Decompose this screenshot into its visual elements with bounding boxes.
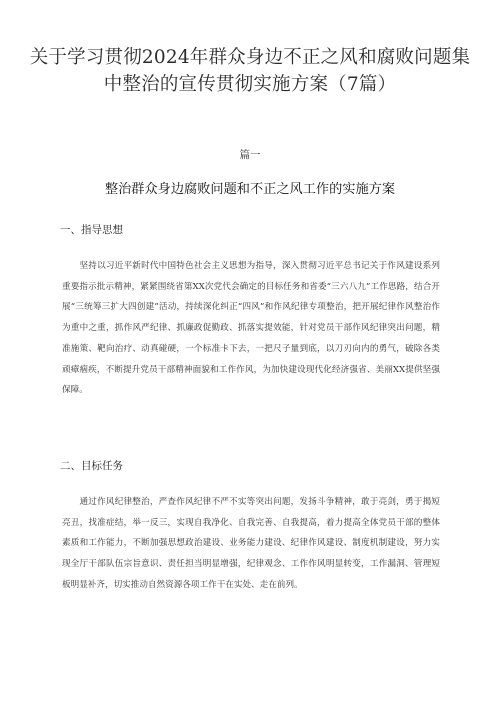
subheading-guiding-ideology: 一、指导思想: [60, 224, 123, 236]
paragraph-objectives: 通过作风纪律整治，严查作风纪律不严不实等突出问题，发扬斗争精神，敢于亮剑，勇于揭短亮丑，找准症结，举一反三，实现自我净化、自我完善、自我提高，着力提高全体党员干部的整体素质和工作能力，不断加强思想政治建设、业务能力建设、纪律作风建设、制度机制建设，努力实现全厅干部队伍宗旨意识、责任担当明显增强，纪律观念、工作作风明显转变，工作漏洞、管理短板明显补齐，切实推动自然资源各项工作干在实处、走在前列。: [62, 497, 440, 590]
document-title: 关于学习贯彻2024年群众身边不正之风和腐败问题集中整治的宣传贯彻实施方案（7篇）: [29, 47, 471, 95]
paragraph-guiding-ideology: 坚持以习近平新时代中国特色社会主义思想为指导，深入贯彻习近平总书记关于作风建设系列重要指示批示精神，紧紧围绕省第XX次党代会确定的目标任务和省委“三六八九”工作思路，结合开展“三统筹三扩大四创建”活动，持续深化纠正“四风”和作风纪律专项整治，把开展纪律作风整治作为重中之重，抓作风严纪律、抓廉政促勤政、抓落实提效能，针对党员干部作风纪律突出问题，精准施策、靶向治疗、动真碰硬，一个标准卡下去，一把尺子量到底，以刀刃向内的勇气，破除各类顽瘴痼疾，不断提升党员干部精神面貌和工作作风，为加快建设现代化经济强省、美丽XX提供坚强保障。: [62, 261, 440, 396]
subheading-objectives: 二、目标任务: [60, 460, 123, 472]
part-label: 篇一: [239, 149, 261, 161]
section-heading: 整治群众身边腐败问题和不正之风工作的实施方案: [104, 182, 396, 197]
